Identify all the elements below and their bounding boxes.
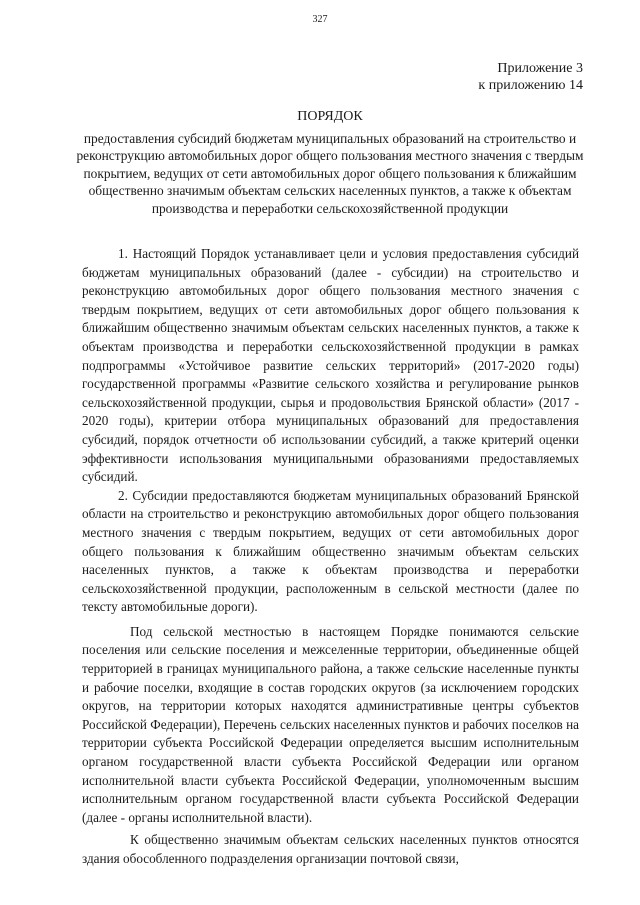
appendix-line-1: Приложение 3	[497, 61, 583, 76]
appendix-reference	[478, 60, 583, 94]
title-subtitle: предоставления субсидий бюджетам муниципальных образований на строительство и реконструкцию автомобильных дорог общего пользования местного значения с твердым покрытием, ведущих от сети автомобильных дорог общего пользования к ближайшим общественно значимым объектам сельских населенных пунктов, а также к объектам производства и переработки сельскохозяйственной продукции	[76, 130, 584, 216]
paragraph-2: 2. Субсидии предоставляются бюджетам муниципальных образований Брянской области на строительство и реконструкцию автомобильных дорог общего пользования местного значения с твердым покрытием, ведущих от сети автомобильных дорог общего пользования к ближайшим общественно значимым объектам сельских населенных пунктов, а также к объектам производства и переработки сельскохозяйственной продукции, расположенным в сельской местности (далее по тексту автомобильные дороги).	[82, 487, 579, 615]
document-title	[75, 108, 585, 218]
paragraph-3: Под сельской местностью в настоящем Порядке понимаются сельские поселения или сельские поселения и межселенные территории, объединенные общей территорией в границах муниципального района, а также сельские населенные пункты и рабочие поселки, входящие в состав городских округов (за исключением городских округов, на территории которых находятся административные центры субъектов Российской Федерации), Перечень сельских населенных пунктов и рабочих поселков на территории субъекта Российской Федерации определяется высшим исполнительным органом государственной власти субъекта Российской Федерации или органом исполнительной власти субъекта Российской Федерации, уполномоченным высшим исполнительным органом государственной власти субъекта Российской Федерации (далее - органы исполнительной власти).	[82, 623, 579, 825]
document-body	[82, 245, 579, 869]
paragraph-4: К общественно значимым объектам сельских населенных пунктов относятся здания обособленного подразделения организации почтовой связи,	[82, 832, 579, 866]
appendix-line-2: к приложению 14	[478, 78, 583, 93]
paragraph-1: 1. Настоящий Порядок устанавливает цели и условия предоставления субсидий бюджетам муниципальных образований (далее - субсидии) на строительство и реконструкцию автомобильных дорог общего пользования местного значения с твердым покрытием, ведущих от сети автомобильных дорог общего пользования к ближайшим общественно значимым объектам сельских населенных пунктов, а также к объектам производства и переработки сельскохозяйственной продукции в рамках подпрограммы «Устойчивое развитие сельских территорий» (2017-2020 годы) государственной программы «Развитие сельского хозяйства и регулирование рынков сельскохозяйственной продукции, сырья и продовольствия Брянской области» (2017 - 2020 годы), критерии отбора муниципальных образований для предоставления субсидий, порядок отчетности об использовании субсидий, а также критерий оценки эффективности использования муниципальными образованиями предоставляемых субсидий.	[82, 246, 579, 485]
page-number: 327	[312, 14, 328, 25]
title-heading: ПОРЯДОК	[297, 109, 363, 124]
